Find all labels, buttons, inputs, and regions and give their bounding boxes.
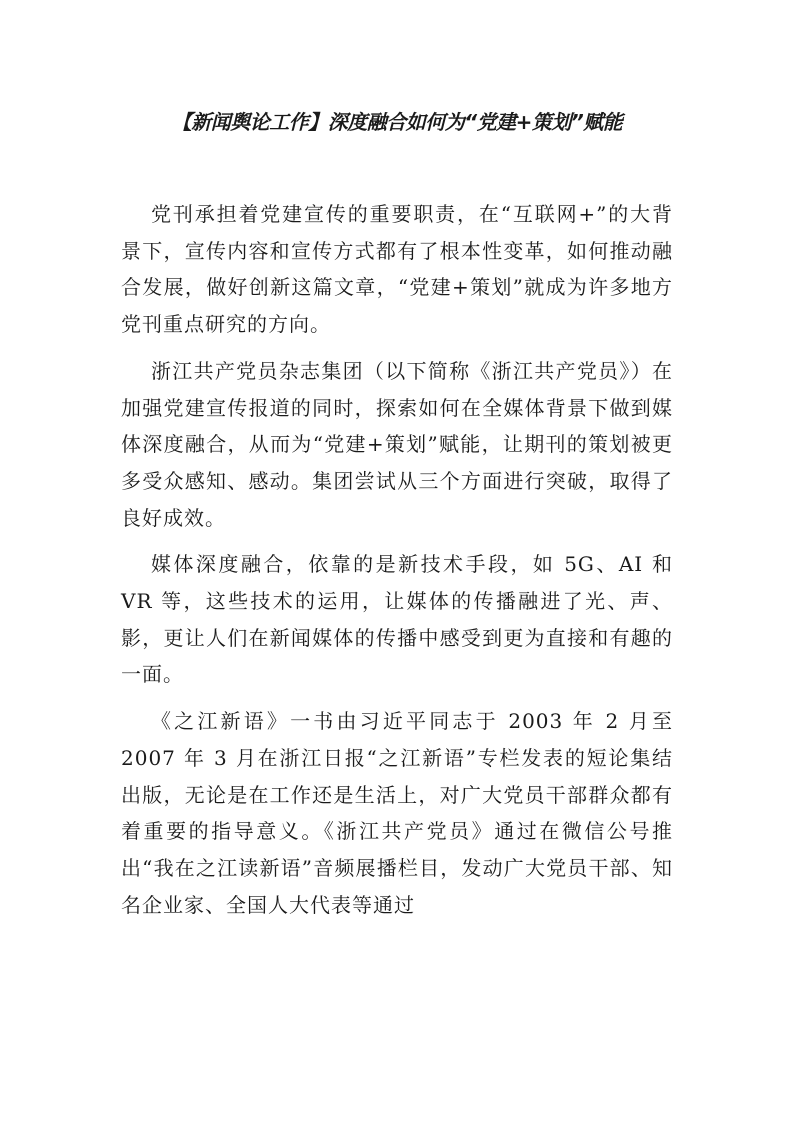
document-title: 【新闻舆论工作】深度融合如何为“党建+策划”赋能 bbox=[171, 110, 623, 134]
paragraph-2: 浙江共产党员杂志集团（以下简称《浙江共产党员》）在加强党建宣传报道的同时，探索如何在全媒体背景下做到媒体深度融合，从而为“党建+策划”赋能，让期刊的策划被更多受众感知、感动。集团尝试从三个方面进行突破，取得了良好成效。 bbox=[121, 358, 673, 530]
document-body bbox=[121, 196, 673, 933]
paragraph-1: 党刊承担着党建宣传的重要职责，在“互联网+”的大背景下，宣传内容和宣传方式都有了根本性变革，如何推动融合发展，做好创新这篇文章，“党建+策划”就成为许多地方党刊重点研究的方向。 bbox=[121, 202, 673, 337]
paragraph-3: 媒体深度融合，依靠的是新技术手段，如 5G、AI 和 VR 等，这些技术的运用，让媒体的传播融进了光、声、影，更让人们在新闻媒体的传播中感受到更为直接和有趣的一面。 bbox=[121, 552, 673, 687]
paragraph-4: 《之江新语》一书由习近平同志于 2003 年 2 月至 2007 年 3 月在浙江日报“之江新语”专栏发表的短论集结出版，无论是在工作还是生活上，对广大党员干部群众都有着重要的指导意义。《浙江共产党员》通过在微信公号推出“我在之江读新语”音频展播栏目，发动广大党员干部、知名企业家、全国人大代表等通过 bbox=[121, 709, 673, 917]
